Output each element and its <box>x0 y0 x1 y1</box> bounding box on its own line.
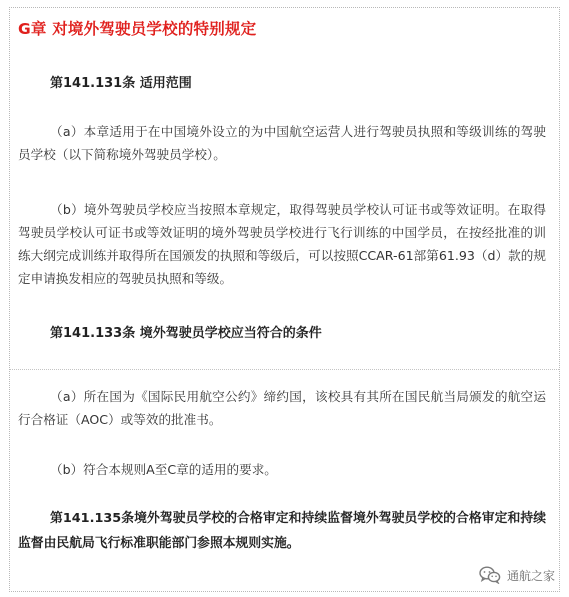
chapter-title: G章 对境外驾驶员学校的特别规定 <box>18 20 257 38</box>
paragraph-141-131-a: （a）本章适用于在中国境外设立的为中国航空运营人进行驾驶员执照和等级训练的驾驶员学校（以下简称境外驾驶员学校）。 <box>18 124 546 162</box>
section-heading-141-131: 第141.131条 适用范围 <box>50 76 192 91</box>
watermark <box>479 566 555 584</box>
paragraph-141-131-b: （b）境外驾驶员学校应当按照本章规定，取得驾驶员学校认可证书或等效证明。在取得驾驶员学校认可证书或等效证明的境外驾驶员学校进行飞行训练的中国学员，在按经批准的训练大纲完成训练并取得所在国颁发的执照和等级后，可以按照CCAR-61部第61.93（d）款的规定申请换发相应的驾驶员执照和等级。 <box>18 202 546 286</box>
wechat-icon <box>479 566 501 584</box>
paragraph-141-133-b: （b）符合本规则A至C章的适用的要求。 <box>50 462 277 477</box>
paragraph-141-135: 第141.135条境外驾驶员学校的合格审定和持续监督境外驾驶员学校的合格审定和持续监督由民航局飞行标准职能部门参照本规则实施。 <box>18 511 546 551</box>
frame-divider <box>10 369 559 370</box>
content-frame <box>9 7 560 592</box>
section-heading-141-133: 第141.133条 境外驾驶员学校应当符合的条件 <box>50 326 322 341</box>
paragraph-141-133-a: （a）所在国为《国际民用航空公约》缔约国，该校具有其所在国民航当局颁发的航空运行合格证（AOC）或等效的批准书。 <box>18 389 546 427</box>
watermark-text: 通航之家 <box>506 568 555 583</box>
